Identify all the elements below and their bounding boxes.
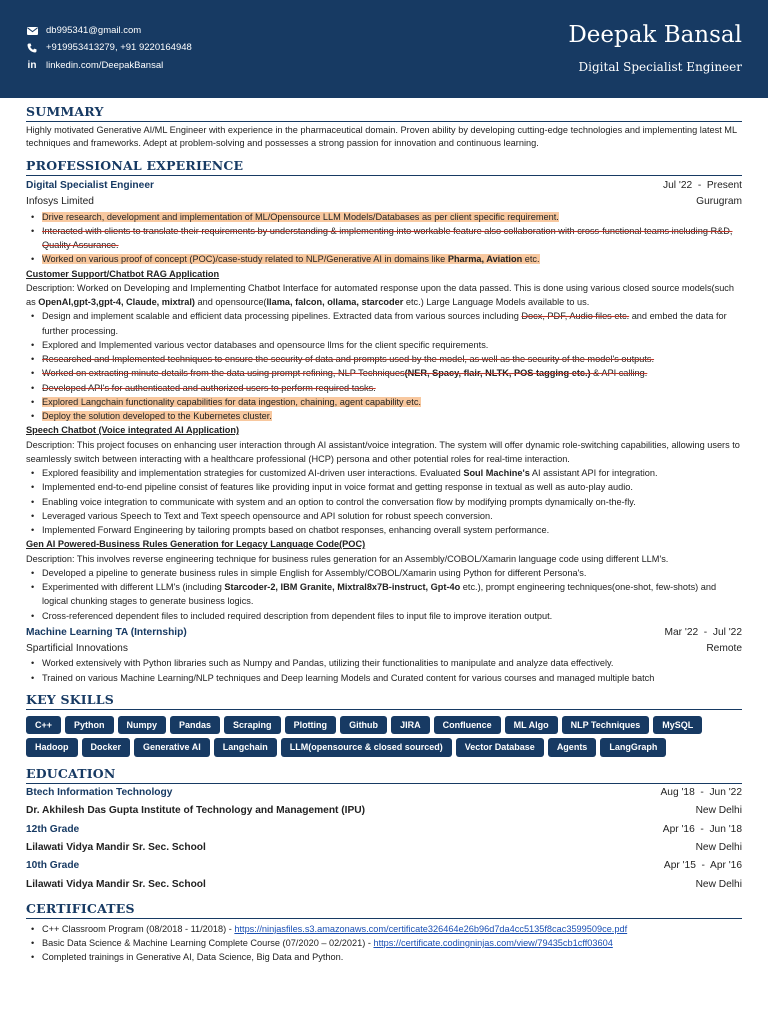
list-item: • Explored feasibility and implementation strategies for customized AI-driven user interactions. Evaluated Soul Machine's AI assistant API for integration. — [26, 466, 742, 480]
edu-dates: Apr '16 - Jun '18 — [662, 823, 742, 835]
list-item: • C++ Classroom Program (08/2018 - 11/2018) - https://ninjasfiles.s3.amazonaws.com/certificate326464e26b96d7da4cc5135f8cac3599509ce.pdf — [26, 922, 742, 936]
certificates-section — [26, 901, 742, 964]
job-bullets — [26, 210, 742, 267]
skill-chip: Python — [65, 716, 114, 735]
list-item: • Interacted with clients to translate their requirements by understanding & implementing into workable feature also collaboration with cross-functional teams including R&D, Quality Assurance. — [26, 224, 742, 253]
list-item: • Trained on various Machine Learning/NLP techniques and Deep learning Models and Curated content for various courses and managed multiple batch — [26, 671, 742, 685]
certificates-list — [26, 922, 742, 965]
skill-chip: Numpy — [118, 716, 167, 735]
list-item: • Deploy the solution developed to the Kubernetes cluster. — [26, 409, 742, 423]
degree: Btech Information Technology — [26, 786, 173, 798]
list-item: • Explored Langchain functionality capabilities for data ingestion, chaining, agent capability etc. — [26, 395, 742, 409]
edu-location: New Delhi — [695, 841, 742, 853]
job-header-row — [26, 625, 742, 641]
list-item: • Completed trainings in Generative AI, Data Science, Big Data and Python. — [26, 950, 742, 964]
project-title: Gen AI Powered-Business Rules Generation for Legacy Language Code(POC) — [26, 539, 366, 550]
skill-chip: Confluence — [434, 716, 501, 735]
company-row — [26, 194, 742, 210]
summary-text: Highly motivated Generative AI/ML Engineer with experience in the pharmaceutical domain. Proven ability by developing cutting-edge technologies and implementing latest ML techniques and frameworks. Adept at problem-solving and possesses a strong passion for innovation and continuous learning. — [26, 124, 737, 148]
phone-text: +919953413279, +91 9220164948 — [46, 42, 192, 54]
list-item: • Experimented with different LLM's (including Starcoder-2, IBM Granite, Mixtral8x7B-instruct, Gpt-4o etc.), prompt engineering techniques(one-shot, few-shots) and logical chunking stages to generate business logics. — [26, 580, 742, 609]
section-title: EDUCATION — [26, 766, 742, 784]
project-entry — [26, 267, 742, 424]
job-dates: Jul '22 - Present — [663, 179, 742, 191]
degree: 12th Grade — [26, 823, 80, 835]
list-item: • Worked extensively with Python libraries such as Numpy and Pandas, utilizing their functionalities to manipulate and analyze data effectively. — [26, 656, 742, 670]
certificate-link[interactable]: https://certificate.codingninjas.com/view/79435cb1cff03604 — [373, 937, 613, 948]
education-entry — [26, 857, 742, 894]
section-title: KEY SKILLS — [26, 692, 742, 710]
project-entry — [26, 537, 742, 623]
list-item: • Worked on various proof of concept (POC)/case-study related to NLP/Generative AI in domains like Pharma, Aviation etc. — [26, 252, 742, 266]
resume-header — [0, 0, 768, 98]
project-entry — [26, 423, 742, 537]
skill-chip: Generative AI — [134, 738, 210, 757]
skill-chip: JIRA — [391, 716, 430, 735]
education-entry — [26, 821, 742, 858]
project-title: Customer Support/Chatbot RAG Application — [26, 268, 220, 279]
project-description: Description: Worked on Developing and Implementing Chatbot Interface for automated response upon the data passed. This is done using various closed source models(such as OpenAI,gpt-3,gpt-4, Claude, mixtral) and opensource(llama, falcon, ollama, starcoder etc.) Large Language Models available to us. — [26, 282, 735, 308]
school: Dr. Akhilesh Das Gupta Institute of Technology and Management (IPU) — [26, 805, 366, 817]
skill-chip: Github — [340, 716, 387, 735]
list-item: • Explored and Implemented various vector databases and opensource llms for the client specific requirements. — [26, 338, 742, 352]
certificate-link[interactable]: https://ninjasfiles.s3.amazonaws.com/certificate326464e26b96d7da4cc5135f8cac3599509ce.pdf — [234, 923, 628, 934]
project-bullets — [26, 466, 742, 537]
candidate-name: Deepak Bansal — [568, 22, 742, 48]
school: Lilawati Vidya Mandir Sr. Sec. School — [26, 878, 206, 890]
list-item: • Enabling voice integration to communicate with system and an option to control the conversation flow by modifying prompts dynamically on-the-fly. — [26, 495, 742, 509]
job-entry — [26, 178, 742, 267]
project-description: Description: This involves reverse engineering technique for business rules generation for an Assembly/COBOL/Xamarin language code using different LLM's. — [26, 553, 669, 564]
skill-chip: NLP Techniques — [562, 716, 650, 735]
contact-list — [26, 22, 192, 75]
candidate-role: Digital Specialist Engineer — [578, 60, 742, 74]
list-item: • Drive research, development and implementation of ML/Opensource LLM Models/Databases as per client specific requirement. — [26, 210, 742, 224]
list-item: • Basic Data Science & Machine Learning Complete Course (07/2020 – 02/2021) - https://certificate.codingninjas.com/view/79435cb1cff03604 — [26, 936, 742, 950]
section-title: SUMMARY — [26, 104, 742, 122]
skill-chip: C++ — [26, 716, 61, 735]
company-name: Infosys Limited — [26, 195, 94, 207]
summary-section — [26, 104, 742, 150]
skills-list — [26, 716, 742, 758]
project-bullets — [26, 309, 742, 423]
list-item: • Design and implement scalable and efficient data processing pipelines. Extracted data from various sources including Docx, PDF, Audio files etc. and embed the data for further processing. — [26, 309, 742, 338]
project-bullets — [26, 566, 742, 623]
list-item: • Implemented Forward Engineering by tailoring prompts based on chatbot responses, enhancing overall system performance. — [26, 523, 742, 537]
edu-dates: Aug '18 - Jun '22 — [660, 786, 742, 798]
list-item: • Developed API's for authenticated and authorized users to perform required tasks. — [26, 381, 742, 395]
job-title: Digital Specialist Engineer — [26, 179, 154, 191]
email-text: db995341@gmail.com — [46, 24, 142, 36]
project-title: Speech Chatbot (Voice integrated AI Application) — [26, 425, 240, 436]
job-bullets — [26, 656, 742, 685]
skills-section — [26, 692, 742, 757]
list-item: • Worked on extracting minute details from the data using prompt refining, NLP Techniques(NER, Spacy, flair, NLTK, POS tagging etc.) & API calling. — [26, 366, 742, 380]
list-item: • Implemented end-to-end pipeline consist of features like providing input in voice format and getting response in textual as well as auto-play audio. — [26, 480, 742, 494]
list-item: • Cross-referenced dependent files to included required description from dependent files to input file to improve iteration output. — [26, 609, 742, 623]
phone-icon — [26, 43, 38, 53]
section-title: PROFESSIONAL EXPERIENCE — [26, 158, 742, 176]
section-title: CERTIFICATES — [26, 901, 742, 919]
skill-chip: Agents — [548, 738, 597, 757]
school: Lilawati Vidya Mandir Sr. Sec. School — [26, 841, 206, 853]
job-location: Remote — [706, 642, 742, 654]
experience-section — [26, 158, 742, 685]
skill-chip: LLM(opensource & closed sourced) — [281, 738, 452, 757]
edu-location: New Delhi — [695, 805, 742, 817]
skill-chip: Pandas — [170, 716, 220, 735]
skill-chip: Langchain — [214, 738, 277, 757]
degree: 10th Grade — [26, 860, 80, 872]
linkedin-text: linkedin.com/DeepakBansal — [46, 59, 164, 71]
skill-chip: Vector Database — [456, 738, 544, 757]
skill-chip: ML Algo — [505, 716, 558, 735]
linkedin-icon: in — [27, 59, 37, 71]
project-description: Description: This project focuses on enhancing user interaction through AI assistant/voice integration. The system will offer dynamic role-switching capabilities, allowing users to seamlessly switch between interacting with a healthcare professional (HCP) persona and other potential roles for real-time interaction. — [26, 439, 740, 464]
company-name: Spartificial Innovations — [26, 642, 128, 654]
skill-chip: Plotting — [285, 716, 337, 735]
education-entry — [26, 784, 742, 821]
edu-dates: Apr '15 - Apr '16 — [663, 860, 742, 872]
job-entry — [26, 625, 742, 685]
contact-linkedin[interactable] — [26, 57, 192, 75]
job-header-row — [26, 178, 742, 194]
skill-chip: Hadoop — [26, 738, 78, 757]
education-section — [26, 766, 742, 894]
list-item: • Developed a pipeline to generate business rules in simple English for Assembly/COBOL/Xamarin using Python for different Persona's. — [26, 566, 742, 580]
resume-body — [0, 104, 768, 964]
contact-email[interactable] — [26, 22, 192, 40]
job-location: Gurugram — [696, 195, 742, 207]
contact-phone[interactable] — [26, 40, 192, 58]
skill-chip: Docker — [82, 738, 131, 757]
job-title: Machine Learning TA (Internship) — [26, 626, 187, 638]
job-dates: Mar '22 - Jul '22 — [664, 626, 742, 638]
envelope-icon — [26, 26, 38, 36]
skill-chip: LangGraph — [600, 738, 666, 757]
skill-chip: MySQL — [653, 716, 702, 735]
edu-location: New Delhi — [695, 878, 742, 890]
list-item: • Researched and Implemented techniques to ensure the security of data and prompts used by the model, as well as the security of the model's outputs. — [26, 352, 742, 366]
company-row — [26, 641, 742, 657]
skill-chip: Scraping — [224, 716, 281, 735]
list-item: • Leveraged various Speech to Text and Text speech opensource and API solution for robust speech conversion. — [26, 509, 742, 523]
